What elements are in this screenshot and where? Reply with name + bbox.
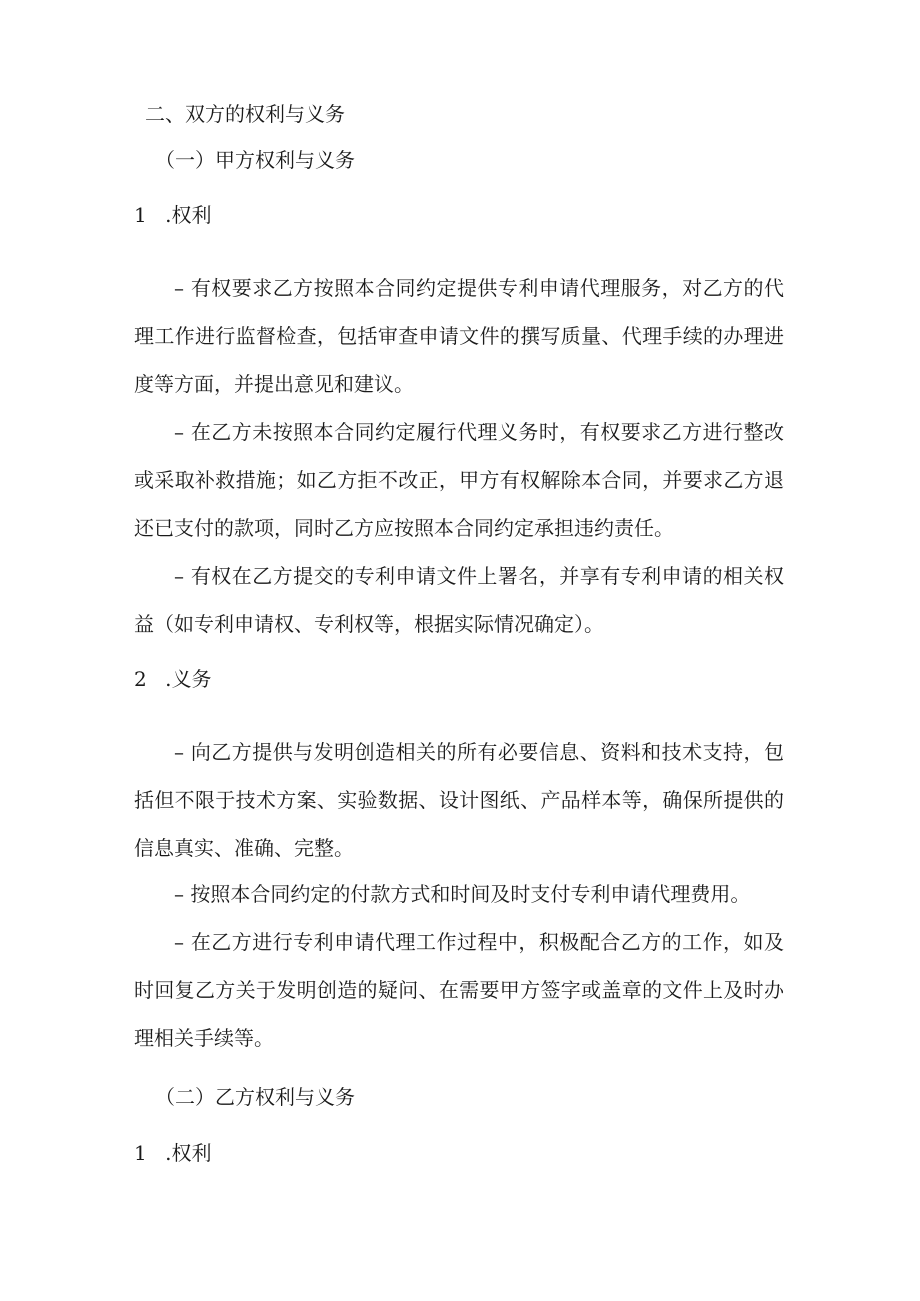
text-line: 还已支付的款项，同时乙方应按照本合同约定承担违约责任。 [134, 516, 674, 540]
party-a-right-2 [134, 422, 784, 566]
text-line: – 有权在乙方提交的专利申请文件上署名，并享有专利申请的相关权 [174, 564, 784, 588]
text-line: 理工作进行监督检查，包括审查申请文件的撰写质量、代理手续的办理进 [134, 324, 784, 348]
text-line: – 有权要求乙方按照本合同约定提供专利申请代理服务，对乙方的代 [174, 276, 784, 300]
item-label: .权利 [165, 1141, 212, 1165]
party-b-heading: （二）乙方权利与义务 [155, 1085, 355, 1109]
text-line: 益（如专利申请权、专利权等，根据实际情况确定）。 [134, 612, 604, 636]
text-line: 或采取补救措施；如乙方拒不改正，甲方有权解除本合同，并要求乙方退 [134, 468, 784, 492]
text-line: – 按照本合同约定的付款方式和时间及时支付专利申请代理费用。 [174, 882, 751, 906]
text-line: 理相关手续等。 [134, 1026, 274, 1050]
party-a-right-1 [134, 278, 784, 422]
party-a-heading: （一）甲方权利与义务 [155, 148, 355, 172]
item-number: 1 [134, 1141, 147, 1165]
party-a-obligations-heading [134, 669, 211, 689]
item-number: 1 [134, 203, 147, 227]
text-line: 信息真实、准确、完整。 [134, 836, 354, 860]
text-line: – 在乙方进行专利申请代理工作过程中，积极配合乙方的工作，如及 [174, 930, 784, 954]
party-a-obligation-2 [134, 884, 784, 932]
text-line: 时回复乙方关于发明创造的疑问、在需要甲方签字或盖章的文件上及时办 [134, 978, 784, 1002]
item-label: .义务 [165, 667, 212, 691]
party-a-obligation-1 [134, 742, 784, 886]
party-a-obligation-3 [134, 932, 784, 1076]
party-a-rights-heading [134, 205, 211, 225]
text-line: – 向乙方提供与发明创造相关的所有必要信息、资料和技术支持，包 [174, 740, 784, 764]
party-a-right-3 [134, 566, 784, 662]
text-line: – 在乙方未按照本合同约定履行代理义务时，有权要求乙方进行整改 [174, 420, 784, 444]
text-line: 括但不限于技术方案、实验数据、设计图纸、产品样本等，确保所提供的 [134, 788, 784, 812]
item-number: 2 [134, 667, 147, 691]
section-title: 二、双方的权利与义务 [145, 102, 345, 126]
item-label: .权利 [165, 203, 212, 227]
party-b-rights-heading [134, 1143, 211, 1163]
text-line: 度等方面，并提出意见和建议。 [134, 372, 414, 396]
